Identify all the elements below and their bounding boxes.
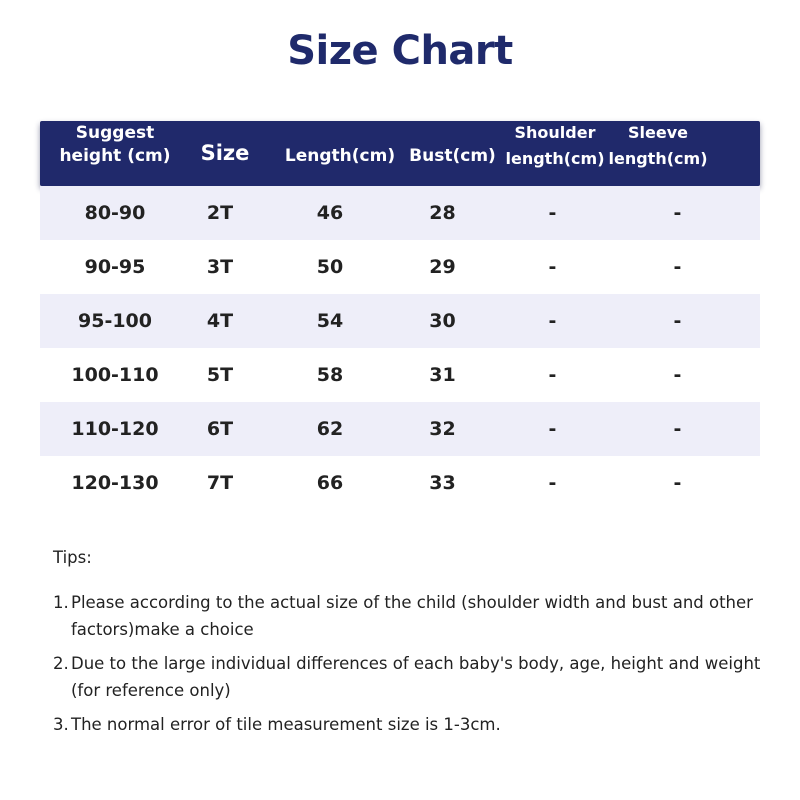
table-row [40, 348, 760, 402]
cell-shoulder: - [548, 418, 557, 440]
tips-title: Tips: [53, 548, 92, 567]
cell-size: 4T [206, 310, 234, 332]
cell-length: 62 [316, 418, 344, 440]
header-bust: Bust(cm) [409, 146, 496, 166]
cell-sleeve: - [673, 472, 682, 494]
header-length: Length(cm) [284, 146, 396, 166]
header-sleeve-line2: length(cm) [608, 148, 708, 168]
header-size: Size [200, 141, 250, 165]
table-row [40, 240, 760, 294]
size-table [40, 121, 760, 510]
cell-size: 2T [206, 202, 234, 224]
cell-size: 3T [206, 256, 234, 278]
header-shoulder-length [505, 122, 605, 169]
cell-height: 110-120 [71, 418, 159, 440]
cell-sleeve: - [673, 364, 682, 386]
table-row [40, 186, 760, 240]
cell-shoulder: - [548, 256, 557, 278]
cell-shoulder: - [548, 472, 557, 494]
table-row [40, 294, 760, 348]
cell-length: 58 [316, 364, 344, 386]
cell-length: 54 [316, 310, 344, 332]
cell-length: 46 [316, 202, 344, 224]
cell-sleeve: - [673, 202, 682, 224]
header-sleeve-line1: Sleeve [628, 123, 688, 142]
table-header [40, 121, 760, 186]
cell-bust: 30 [429, 310, 456, 332]
tip-item [53, 589, 763, 643]
cell-height: 95-100 [78, 310, 152, 332]
table-row [40, 402, 760, 456]
table-body [40, 186, 760, 510]
cell-height: 100-110 [71, 364, 159, 386]
cell-shoulder: - [548, 202, 557, 224]
header-suggest-height [40, 122, 190, 168]
cell-bust: 28 [429, 202, 456, 224]
tip-item [53, 650, 763, 704]
cell-sleeve: - [673, 418, 682, 440]
cell-sleeve: - [673, 256, 682, 278]
header-sleeve-length [608, 122, 708, 169]
cell-sleeve: - [673, 310, 682, 332]
cell-height: 90-95 [84, 256, 146, 278]
cell-size: 5T [206, 364, 234, 386]
header-suggest-height-line2: height (cm) [59, 145, 171, 166]
tip-number: 2. [53, 654, 69, 673]
tip-item [53, 711, 763, 738]
cell-shoulder: - [548, 364, 557, 386]
cell-length: 66 [316, 472, 344, 494]
table-row [40, 456, 760, 510]
header-suggest-height-line1: Suggest [75, 123, 155, 143]
header-shoulder-line1: Shoulder [514, 123, 596, 142]
cell-height: 120-130 [71, 472, 159, 494]
tip-text: Please according to the actual size of the child (shoulder width and bust and other factors)make a choice [71, 593, 753, 639]
tip-text: Due to the large individual differences of each baby's body, age, height and weight (for reference only) [71, 654, 761, 700]
cell-bust: 31 [429, 364, 456, 386]
header-shoulder-line2: length(cm) [505, 148, 605, 168]
cell-height: 80-90 [84, 202, 146, 224]
tip-text: The normal error of tile measurement size is 1-3cm. [71, 715, 501, 734]
page-title: Size Chart [287, 28, 513, 74]
cell-shoulder: - [548, 310, 557, 332]
cell-size: 6T [206, 418, 234, 440]
tip-number: 1. [53, 593, 69, 612]
cell-bust: 33 [429, 472, 456, 494]
tips-section [53, 548, 763, 745]
cell-bust: 29 [429, 256, 456, 278]
cell-size: 7T [206, 472, 234, 494]
cell-bust: 32 [429, 418, 456, 440]
tip-number: 3. [53, 715, 69, 734]
cell-length: 50 [316, 256, 344, 278]
